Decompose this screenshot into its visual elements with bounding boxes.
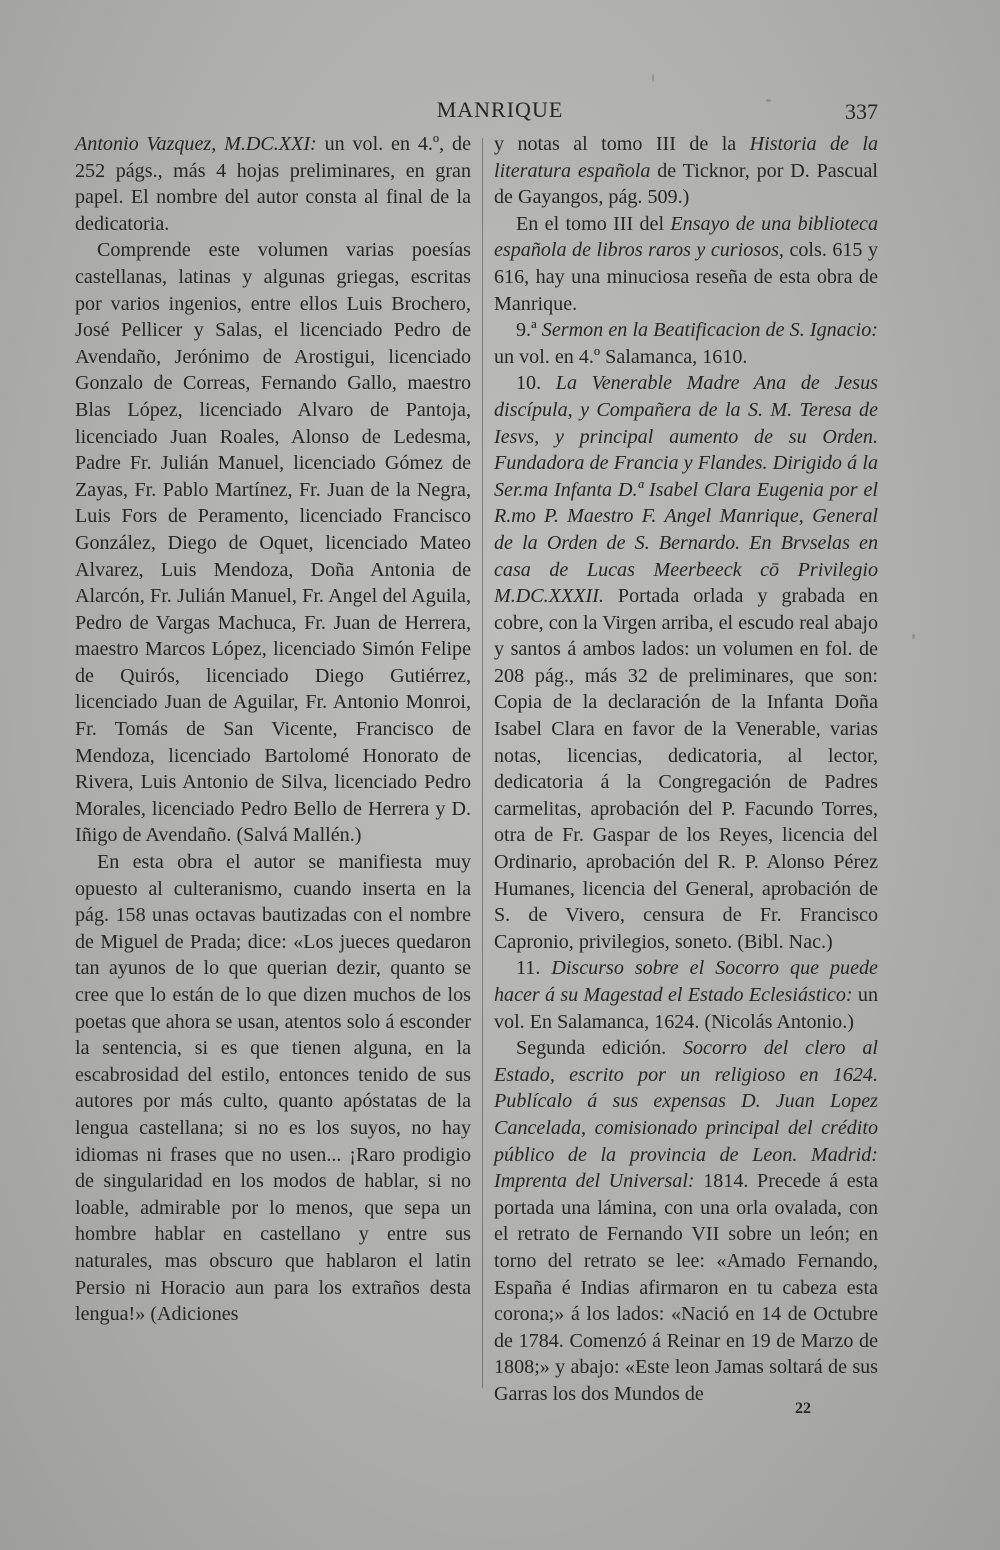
italic-text: Sermon en la Beatificacion de S. Ignacio: <box>541 319 878 342</box>
paragraph <box>494 131 878 211</box>
catalog-entry <box>494 955 878 1035</box>
paper-speck <box>652 74 654 82</box>
italic-text: Ensayo de una biblioteca española de libros raros y curiosos, <box>494 212 879 262</box>
italic-text: Socorro del clero al Estado, escrito por un religioso en 1624. Publícalo á sus expensas D. Juan Lopez Cancelada, comisionado principal del crédito público de la provincia de Leon. Madrid: Imprenta del Universal: <box>494 1037 878 1193</box>
paper-speck <box>912 634 915 639</box>
text-run: En esta obra el autor se manifiesta muy opuesto al culteranismo, cuando inserta en la pág. 158 unas octavas bautizadas con el nombre de Miguel de Prada; dice: «Los jueces quedaron tan ayunos de lo que querian dezir, quanto se cree que lo están de lo que dizen muchos de los poetas que ahora se usan, atentos solo á esconder la sentencia, si es que tienen alguna, en la escabrosidad del estilo, entonces tenido de sus autores por más culto, quanto apóstatas de la lengua castellana; si no es los suyos, no hay idiomas ni frases que no usen... ¡Raro prodigio de singularidad en los modos de hablar, si no loable, admirable por lo menos, que sepa un hombre hablar en castellano y entre sus naturales, mas obscuro que hablaron el latin Persio ni Horacio aun para los extraños desta lengua!» (Adiciones <box>75 851 471 1326</box>
text-run: Comprende este volumen varias poesías castellanas, latinas y algunas griegas, escritas por varios ingenios, entre ellos Luis Brochero, José Pellicer y Salas, el licenciado Pedro de Avendaño, Jerónimo de Arostigui, licenciado Gonzalo de Correas, Fernando Gallo, maestro Blas López, licenciado Alvaro de Pantoja, licenciado Juan Roales, Alonso de Ledesma, Padre Fr. Julián Manuel, licenciado Gómez de Zayas, Fr. Pablo Martínez, Fr. Juan de la Negra, Luis Fors de Peramento, licenciado Francisco González, Diego de Oquet, licenciado Mateo Alvarez, Luis Mendoza, Doña Antonia de Alarcón, Fr. Julián Manuel, Fr. Angel del Aguila, Pedro de Vargas Machuca, Fr. Juan de Herrera, maestro Marcos López, licenciado Simón Felipe de Quirós, licenciado Diego Gutiérrez, licenciado Juan de Aguilar, Fr. Antonio Monroi, Fr. Tomás de San Vicente, Francisco de Mendoza, licenciado Bartolomé Honorato de Rivera, Luis Antonio de Silva, licenciado Pedro Morales, licenciado Pedro Bello de Herrera y D. Iñigo de Avendaño. (Salvá Mallén.) <box>75 239 471 847</box>
paragraph <box>75 237 471 849</box>
page-header <box>0 95 1000 131</box>
text-run: un vol. en 4.º Salamanca, 1610. <box>494 345 748 368</box>
text-run: cols. 615 y 616, hay una minuciosa reseña de esta obra de Manrique. <box>494 239 879 315</box>
text-run: 10. <box>516 372 556 395</box>
paragraph <box>494 1035 878 1407</box>
italic-text: Discurso sobre el Socorro que puede hacer á su Magestad el Estado Eclesiástico: <box>494 957 878 1006</box>
signature-mark: 22 <box>795 1400 811 1417</box>
paragraph <box>75 131 471 237</box>
text-run: 1814. Precede á esta portada una lámina, con una orla ovalada, con el retrato de Fernando VII sobre un león; en torno del retrato se lee: «Amado Fernando, España é Indias afirmaron en tu cabeza esta corona;» á los lados: «Nació en 14 de Octubre de 1784. Comenzó á Reinar en 19 de Marzo de 1808;» y abajo: «Este leon Jamas soltará de sus Garras los dos Mundos de <box>494 1170 878 1405</box>
text-run: Segunda edición. <box>516 1037 683 1060</box>
left-column <box>75 131 471 1328</box>
paragraph <box>494 211 878 317</box>
italic-text: Antonio Vazquez, M.DC.XXI: <box>75 133 317 155</box>
text-run: 9.ª <box>516 319 542 342</box>
right-column <box>494 131 878 1408</box>
text-run: y notas al tomo III de la <box>494 133 750 155</box>
italic-text: Historia de la literatura española <box>494 133 878 182</box>
italic-text: La Venerable Madre Ana de Jesus discípula, y Compañera de la S. M. Teresa de Iesvs, y principal aumento de su Orden. Fundadora de Francia y Flandes. Dirigido á la Ser.ma Infanta D.ª Isabel Clara Eugenia por el R.mo P. Maestro F. Angel Manrique, General de la Orden de S. Bernardo. En Brvselas en casa de Lucas Meerbeeck cō Privilegio M.DC.XXXII. <box>494 372 878 608</box>
text-run: un vol. En Salamanca, 1624. (Nicolás Antonio.) <box>494 984 879 1033</box>
catalog-entry <box>494 370 878 955</box>
text-run: 11. <box>516 957 552 980</box>
catalog-entry <box>494 317 878 370</box>
running-head: MANRIQUE <box>436 97 564 122</box>
text-run: un vol. en 4.º, de 252 págs., más 4 hojas preliminares, en gran papel. El nombre del autor consta al final de la dedicatoria. <box>75 133 471 235</box>
page-number: 337 <box>845 99 878 124</box>
text-run: de Ticknor, por D. Pascual de Gayangos, pág. 509.) <box>494 159 878 209</box>
column-divider <box>482 138 483 1388</box>
paper-speck <box>766 99 771 102</box>
paragraph <box>75 849 471 1328</box>
text-run: Portada orlada y grabada en cobre, con la Virgen arriba, el escudo real abajo y santos á ambos lados: un volumen en fol. de 208 pág., más 32 de preliminares, que son: Copia de la declaración de la Infanta Doña Isabel Clara en favor de la Venerable, varias notas, licencias, dedicatoria, al lector, dedicatoria á la Congregación de Padres carmelitas, aprobación del P. Facundo Torres, otra de Fr. Gaspar de los Reyes, licencia del Ordinario, aprobación del R. P. Alonso Pérez Humanes, licencia del General, aprobación de S. de Vivero, censura de Fr. Francisco Capronio, privilegios, soneto. (Bibl. Nac.) <box>494 585 878 953</box>
text-run: En el tomo III del <box>516 212 671 235</box>
